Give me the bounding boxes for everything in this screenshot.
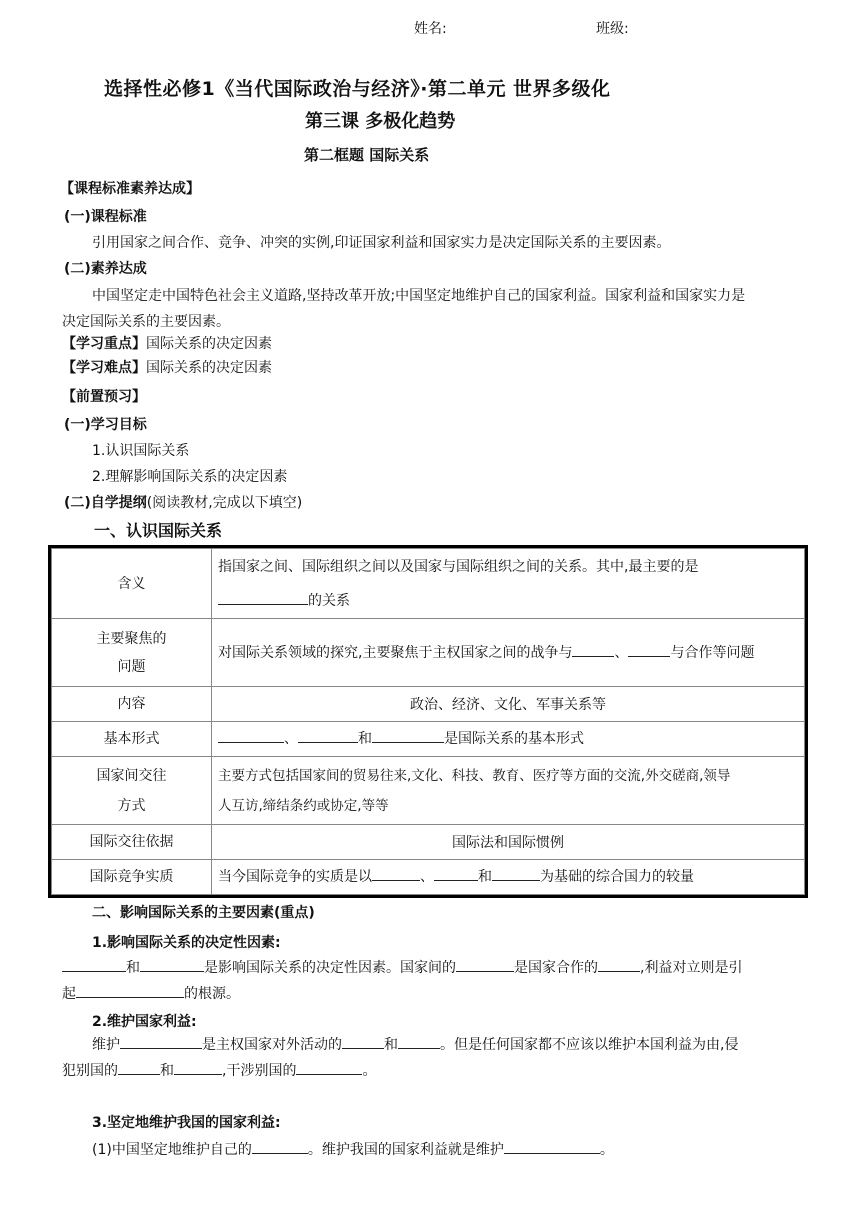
- row-content: 对国际关系领域的探究,主要聚焦于主权国家之间的战争与 、 与合作等问题: [212, 619, 805, 687]
- section2-paragraph: 维护 是主权国家对外活动的 和 。但是任何国家都不应该以维护本国利益为由,侵 犯别国的 和 ,干涉别国的 。: [62, 1032, 802, 1084]
- key-point-label: 【学习重点】: [62, 336, 146, 352]
- section3-item1: (1)中国坚定地维护自己的 。维护我国的国家利益就是维护 。: [92, 1139, 614, 1159]
- blank-field[interactable]: [62, 957, 126, 972]
- key-point-line: [62, 333, 272, 353]
- blank-field[interactable]: [456, 957, 514, 972]
- relations-table: [48, 545, 808, 898]
- blank-field[interactable]: [296, 1060, 362, 1075]
- curriculum-standard-text: 引用国家之间合作、竞争、冲突的实例,印证国家利益和国家实力是决定国际关系的主要因素。: [92, 235, 671, 251]
- preview-heading: 【前置预习】: [62, 389, 146, 405]
- table-row: [52, 687, 805, 722]
- row-label: 国际竞争实质: [52, 860, 212, 895]
- curriculum-standard-heading: (一)课程标准: [64, 209, 147, 225]
- section1-paragraph: 和 是影响国际关系的决定性因素。国家间的 是国家合作的 ,利益对立则是引 起 的根源。: [62, 955, 802, 1007]
- row-label: 国际交往依据: [52, 825, 212, 860]
- row-content: 政治、经济、文化、军事关系等: [212, 687, 805, 722]
- blank-field[interactable]: [174, 1060, 222, 1075]
- blank-field[interactable]: [372, 728, 444, 743]
- row-content: 主要方式包括国家间的贸易往来,文化、科技、教育、医疗等方面的交流,外交磋商,领导 人互访,缔结条约或协定,等等: [212, 757, 805, 825]
- table-row: [52, 722, 805, 757]
- section2-title: 2.维护国家利益:: [92, 1014, 197, 1030]
- row-content: 指国家之间、国际组织之间以及国家与国际组织之间的关系。其中,最主要的是 的关系: [212, 549, 805, 619]
- table-row: [52, 825, 805, 860]
- blank-field[interactable]: [628, 642, 670, 657]
- difficulty-label: 【学习难点】: [62, 360, 146, 376]
- blank-field[interactable]: [298, 728, 358, 743]
- standards-heading: 【课程标准素养达成】: [60, 181, 200, 197]
- blank-field[interactable]: [398, 1034, 440, 1049]
- row-content: 当今国际竞争的实质是以 、 和 为基础的综合国力的较量: [212, 860, 805, 895]
- row-content: 、 和 是国际关系的基本形式: [212, 722, 805, 757]
- literacy-text-line1: 中国坚定走中国特色社会主义道路,坚持改革开放;中国坚定地维护自己的国家利益。国家利益和国家实力是: [92, 288, 746, 304]
- part2-title: 二、影响国际关系的主要因素(重点): [92, 905, 315, 921]
- table-row: [52, 757, 805, 825]
- blank-field[interactable]: [118, 1060, 160, 1075]
- table-row: [52, 549, 805, 619]
- blank-field[interactable]: [252, 1139, 308, 1154]
- class-label: 班级:: [596, 21, 629, 37]
- section3-title: 3.坚定地维护我国的国家利益:: [92, 1115, 281, 1131]
- blank-field[interactable]: [140, 957, 204, 972]
- row-label: 国家间交往 方式: [52, 757, 212, 825]
- row-content: 国际法和国际惯例: [212, 825, 805, 860]
- blank-field[interactable]: [372, 866, 420, 881]
- key-point-text: 国际关系的决定因素: [146, 336, 272, 352]
- goal-item: 1.认识国际关系: [92, 443, 190, 459]
- blank-field[interactable]: [492, 866, 540, 881]
- difficulty-line: [62, 357, 272, 377]
- blank-field[interactable]: [434, 866, 478, 881]
- outline-line: [64, 492, 302, 512]
- main-title: 选择性必修1《当代国际政治与经济》·第二单元 世界多级化: [104, 78, 611, 100]
- row-label: 内容: [52, 687, 212, 722]
- frame-title: 第二框题 国际关系: [304, 146, 430, 164]
- outline-heading: (二)自学提纲: [64, 495, 147, 511]
- part1-title: 一、认识国际关系: [94, 521, 223, 540]
- blank-field[interactable]: [504, 1139, 600, 1154]
- row-label: 含义: [52, 549, 212, 619]
- row-label: 主要聚焦的 问题: [52, 619, 212, 687]
- row-label: 基本形式: [52, 722, 212, 757]
- name-label: 姓名:: [414, 21, 447, 37]
- blank-field[interactable]: [598, 957, 640, 972]
- blank-field[interactable]: [76, 983, 184, 998]
- lesson-title: 第三课 多极化趋势: [305, 111, 456, 132]
- goal-item: 2.理解影响国际关系的决定因素: [92, 469, 288, 485]
- table-row: [52, 619, 805, 687]
- outline-note: (阅读教材,完成以下填空): [146, 495, 303, 511]
- blank-field[interactable]: [342, 1034, 384, 1049]
- literacy-heading: (二)素养达成: [64, 261, 147, 277]
- literacy-text-line2: 决定国际关系的主要因素。: [62, 314, 230, 330]
- goal-heading: (一)学习目标: [64, 417, 147, 433]
- section1-title: 1.影响国际关系的决定性因素:: [92, 935, 281, 951]
- blank-field[interactable]: [218, 728, 284, 743]
- table-row: [52, 860, 805, 895]
- difficulty-text: 国际关系的决定因素: [146, 360, 272, 376]
- blank-field[interactable]: [120, 1034, 202, 1049]
- blank-field[interactable]: [572, 642, 614, 657]
- blank-field[interactable]: [218, 590, 308, 605]
